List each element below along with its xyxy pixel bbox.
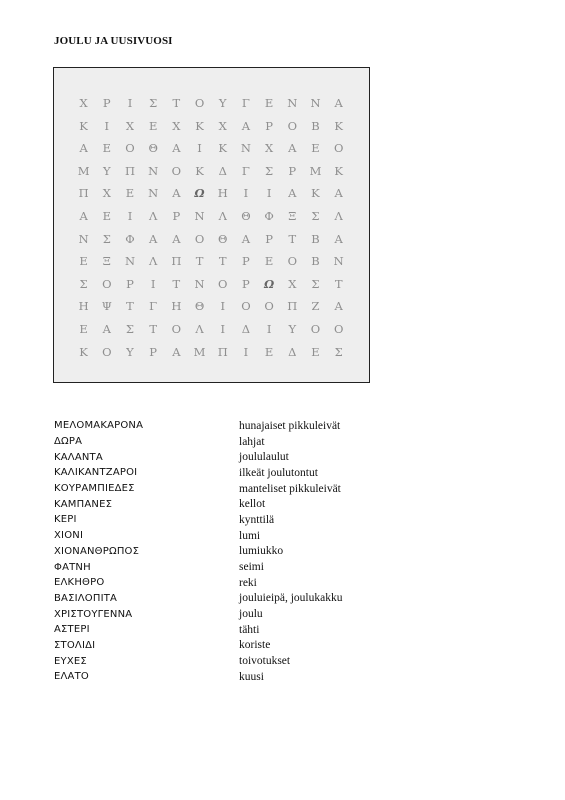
grid-letter: Π [287, 299, 298, 314]
grid-letter: Γ [241, 163, 250, 178]
grid-letter: Σ [311, 208, 320, 223]
greek-word: ΕΥΧΕΣ [54, 655, 87, 667]
grid-letter: Ε [102, 208, 111, 223]
greek-word: ΧΡΙΣΤΟΥΓΕΝΝΑ [54, 608, 133, 620]
word-row [54, 669, 394, 685]
grid-letter: Α [172, 186, 181, 201]
greek-word: ΒΑΣΙΛΟΠΙΤΑ [54, 592, 118, 604]
grid-letter: Χ [265, 141, 274, 156]
grid-letter: Π [124, 163, 135, 178]
grid-letter: Ι [243, 186, 249, 201]
greek-word: ΚΟΥΡΑΜΠΙΕΔΕΣ [54, 483, 135, 495]
grid-letter: Δ [218, 163, 227, 178]
grid-letter: Υ [126, 344, 134, 359]
grid-letter: Ι [150, 276, 156, 291]
grid-letter: Ρ [242, 254, 250, 269]
page-title: JOULU JA UUSIVUOSI [54, 35, 173, 47]
grid-letter: Κ [79, 118, 88, 133]
grid-letter: Γ [241, 96, 250, 110]
word-row [54, 528, 394, 544]
greek-word: ΣΤΟΛΙΔΙ [54, 639, 96, 651]
greek-word: ΕΛΚΗΘΡΟ [54, 577, 105, 589]
greek-word: ΧΙΟΝΑΝΘΡΩΠΟΣ [54, 545, 140, 557]
word-row [54, 638, 394, 654]
grid-letter: Θ [241, 208, 251, 223]
grid-letter: Θ [148, 141, 158, 156]
grid-letter: Ε [264, 96, 274, 110]
grid-letter: Ι [197, 141, 202, 156]
finnish-translation: lumiukko [239, 545, 284, 558]
grid-letter: Α [241, 231, 251, 246]
greek-word: ΦΑΤΝΗ [54, 561, 91, 573]
grid-letter: Ε [79, 254, 88, 269]
grid-letter: Τ [218, 254, 227, 269]
grid-letter: Ι [243, 344, 249, 359]
grid-letter: Ε [311, 344, 320, 359]
finnish-translation: lumi [239, 529, 261, 542]
word-row [54, 591, 394, 607]
finnish-translation: kellot [239, 498, 266, 511]
grid-letter: Μ [309, 163, 322, 178]
word-list [54, 418, 394, 685]
grid-letter: Σ [102, 231, 111, 246]
grid-letter: Φ [264, 208, 274, 223]
grid-letter: Φ [125, 231, 135, 246]
grid-letter: Β [311, 118, 320, 133]
grid-letter: Λ [218, 208, 227, 223]
grid-letter: Τ [195, 254, 204, 269]
grid-letter: Ο [194, 231, 205, 246]
grid-letter: Ρ [149, 344, 158, 359]
grid-letter: Χ [218, 118, 227, 133]
grid-letter: Κ [334, 118, 343, 133]
greek-word: ΚΑΛΑΝΤΑ [54, 451, 103, 463]
grid-letter: Ρ [265, 118, 273, 133]
grid-letter: Α [172, 344, 181, 359]
grid-letter: Ε [264, 344, 274, 359]
grid-letter: Ο [310, 321, 321, 336]
grid-letter: Μ [193, 344, 206, 359]
grid-letter: Α [334, 231, 343, 246]
grid-letter: Ο [333, 141, 344, 156]
grid-letter: Σ [149, 96, 158, 110]
grid-letter: Χ [172, 118, 181, 133]
grid-letter: Α [79, 141, 88, 156]
grid-letter: Ν [148, 186, 159, 201]
grid-letter: Λ [149, 254, 158, 269]
grid-letter: Σ [79, 276, 88, 291]
grid-letter: Ν [287, 96, 298, 110]
grid-letter: Ο [171, 321, 182, 336]
grid-letter: Ι [266, 321, 272, 336]
grid-letter: Α [172, 141, 181, 156]
grid-letter: Ρ [126, 276, 134, 291]
grid-letter: Π [217, 344, 228, 359]
grid-letter: Κ [195, 163, 204, 178]
grid-letter: Ε [102, 141, 111, 156]
grid-letter: Ο [194, 96, 205, 110]
word-row [54, 481, 394, 497]
grid-letter: Κ [79, 344, 88, 359]
grid-letter: Ε [264, 254, 274, 269]
grid-letter: Κ [311, 186, 320, 201]
greek-word: ΑΣΤΕΡΙ [54, 624, 90, 636]
grid-letter: Υ [288, 321, 297, 336]
grid-letter: Α [288, 186, 297, 201]
grid-letter: Ι [127, 208, 133, 223]
grid-letter: Ε [125, 186, 135, 201]
finnish-translation: tähti [239, 623, 260, 636]
grid-letter: Ο [171, 163, 182, 178]
grid-letter: Ο [218, 276, 228, 291]
grid-letter: Τ [126, 299, 134, 314]
grid-letter: Χ [79, 96, 88, 110]
grid-letter: Λ [149, 208, 158, 223]
greek-word: ΚΕΡΙ [54, 514, 77, 526]
finnish-translation: joulu [239, 608, 263, 621]
grid-letter: Ο [287, 254, 297, 269]
grid-letter: Ψ [101, 299, 112, 314]
grid-letter: Α [241, 118, 251, 133]
finnish-translation: joululaulut [239, 451, 289, 464]
finnish-translation: toivotukset [239, 655, 291, 668]
grid-letter: Ρ [265, 231, 273, 246]
grid-letter: Ρ [288, 163, 297, 178]
grid-letter: Θ [194, 299, 205, 314]
finnish-translation: hunajaiset pikkuleivät [239, 419, 341, 432]
grid-letter: Η [217, 186, 228, 201]
grid-letter: Κ [334, 163, 343, 178]
grid-letter: Π [171, 254, 182, 269]
grid-letter: Τ [149, 321, 157, 336]
finnish-translation: jouluieipä, joulukakku [239, 592, 343, 605]
grid-letter: Ρ [102, 96, 111, 110]
grid-letter: Ο [333, 321, 344, 336]
grid-letter: Α [172, 231, 181, 246]
grid-letter: Γ [149, 299, 158, 314]
grid-letter: Ο [125, 141, 135, 156]
grid-letter: Α [102, 321, 111, 336]
grid-letter: Λ [195, 321, 204, 336]
word-row [54, 622, 394, 638]
grid-letter: Ι [127, 96, 133, 110]
grid-letter: Ε [311, 141, 320, 156]
grid-letter: Ο [264, 299, 274, 314]
grid-letter: Χ [102, 186, 111, 201]
word-row [54, 512, 394, 528]
greek-word: ΜΕΛΟΜΑΚΑΡΟΝΑ [54, 420, 144, 432]
greek-word: ΚΑΜΠΑΝΕΣ [54, 498, 113, 510]
grid-letter: Ι [220, 299, 225, 314]
finnish-translation: reki [239, 576, 257, 589]
grid-letter: Α [334, 299, 343, 314]
grid-letter: Ν [310, 96, 321, 110]
grid-letter: Τ [172, 276, 181, 291]
grid-letter: Ξ [288, 208, 297, 223]
finnish-translation: seimi [239, 561, 264, 574]
grid-letter: Ε [148, 118, 158, 133]
grid-letter: Σ [334, 344, 343, 359]
grid-letter: Ν [240, 141, 251, 156]
grid-letter: Ο [287, 118, 297, 133]
grid-letter: Ο [241, 299, 251, 314]
greek-word: ΕΛΑΤΟ [54, 671, 89, 683]
grid-letter: Σ [125, 321, 135, 336]
grid-letter: Θ [218, 231, 228, 246]
grid-letter: Ν [194, 208, 205, 223]
grid-letter: Ζ [311, 299, 320, 314]
finnish-translation: ilkeät joulutontut [239, 466, 318, 479]
finnish-translation: manteliset pikkuleivät [239, 482, 341, 495]
grid-letter: Ν [194, 276, 205, 291]
finnish-translation: kuusi [239, 670, 264, 683]
grid-letter: Χ [288, 276, 297, 291]
grid-letter: Ω [263, 276, 275, 291]
grid-letter: Ο [102, 344, 112, 359]
grid-letter: Λ [334, 208, 343, 223]
grid-letter: Ι [220, 321, 225, 336]
grid-letter: Δ [288, 344, 297, 359]
grid-letter: Ι [266, 186, 272, 201]
grid-letter: Ω [194, 186, 205, 201]
word-row [54, 606, 394, 622]
grid-letter: Η [78, 299, 89, 314]
grid-letter: Α [79, 208, 88, 223]
grid-letter: Τ [334, 276, 343, 291]
grid-letter: Υ [218, 96, 227, 110]
grid-letter: Σ [311, 276, 320, 291]
grid-letter: Ι [104, 118, 110, 133]
word-row [54, 496, 394, 512]
grid-letter: Π [78, 186, 89, 201]
word-row [54, 434, 394, 450]
word-row [54, 544, 394, 560]
grid-letter: Ρ [172, 208, 181, 223]
grid-letter: Δ [241, 321, 251, 336]
finnish-translation: koriste [239, 639, 271, 652]
greek-word: ΔΩΡΑ [54, 436, 83, 448]
grid-letter: Β [311, 254, 320, 269]
grid-letter: Ε [79, 321, 88, 336]
grid-letter: Ν [148, 163, 159, 178]
word-row [54, 575, 394, 591]
word-row [54, 449, 394, 465]
grid-letter: Η [171, 299, 182, 314]
grid-letter: Χ [125, 118, 135, 133]
grid-letter: Β [311, 231, 320, 246]
word-row [54, 653, 394, 669]
grid-letter: Τ [172, 96, 181, 110]
letter-grid [72, 92, 350, 363]
grid-letter: Κ [195, 118, 204, 133]
finnish-translation: lahjat [239, 435, 265, 448]
grid-letter: Υ [102, 163, 111, 178]
grid-letter: Α [334, 186, 343, 201]
word-search-puzzle [53, 67, 370, 383]
grid-letter: Ν [78, 231, 89, 246]
grid-letter: Ρ [242, 276, 250, 291]
grid-letter: Τ [288, 231, 297, 246]
grid-letter: Μ [77, 163, 90, 178]
greek-word: ΧΙΟΝΙ [54, 530, 84, 542]
word-row [54, 559, 394, 575]
grid-letter: Ν [333, 254, 344, 269]
grid-letter: Κ [218, 141, 228, 156]
grid-letter: Ο [102, 276, 112, 291]
grid-letter: Ν [124, 254, 135, 269]
word-row [54, 465, 394, 481]
finnish-translation: kynttilä [239, 513, 275, 526]
grid-letter: Σ [265, 163, 274, 178]
grid-letter: Α [334, 96, 343, 110]
greek-word: ΚΑΛΙΚΑΝΤΖΑΡΟΙ [54, 467, 138, 479]
word-row [54, 418, 394, 434]
grid-letter: Α [288, 141, 297, 156]
grid-letter: Α [149, 231, 158, 246]
grid-letter: Ξ [102, 254, 111, 269]
